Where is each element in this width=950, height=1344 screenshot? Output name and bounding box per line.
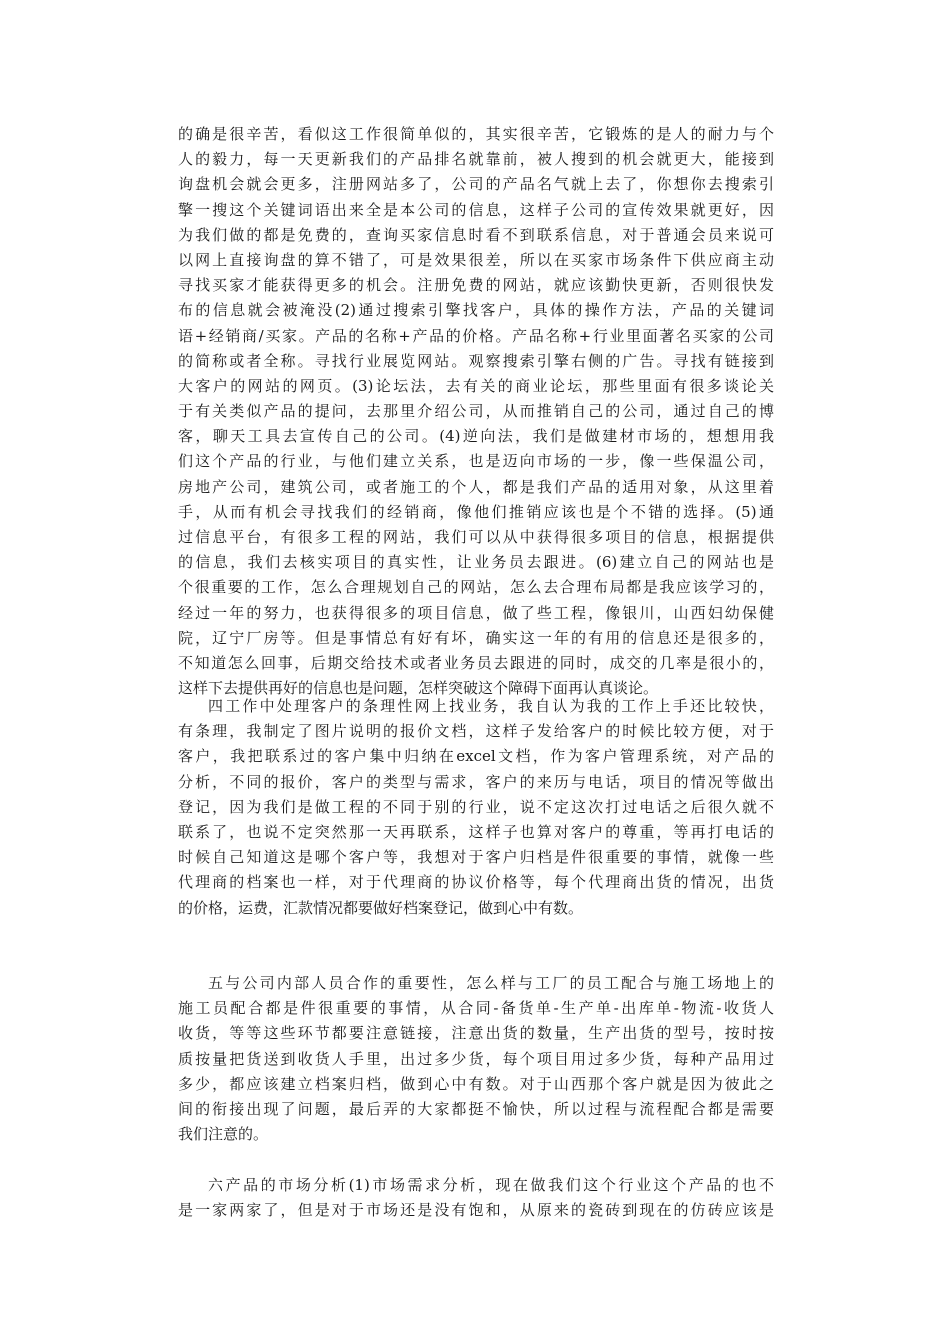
text-line: 这样下去提供再好的信息也是问题，怎样突破这个障碍下面再认真谈论。 [178, 679, 659, 698]
text-line: 多少，都应该建立档案归档，做到心中有数。对于山西那个客户就是因为彼此之 [178, 1074, 774, 1093]
text-line: 质按量把货送到收货人手里，出过多少货，每个项目用过多少货，每种产品用过 [178, 1049, 774, 1068]
text-line: 房地产公司，建筑公司，或者施工的个人，都是我们产品的适用对象，从这里着 [178, 477, 774, 496]
text-line: 代理商的档案也一样，对于代理商的协议价格等，每个代理商出货的情况，出货 [178, 873, 774, 892]
paragraph-market-analysis [178, 1173, 774, 1223]
text-line: 布的信息就会被淹没(2)通过搜索引擎找客户，具体的操作方法，产品的关键词 [178, 301, 774, 320]
text-line: 五与公司内部人员合作的重要性，怎么样与工厂的员工配合与施工场地上的 [208, 974, 774, 992]
text-line: 为我们做的都是免费的，查询买家信息时看不到联系信息，对于普通会员来说可 [178, 225, 774, 244]
text-line: 的信息，我们去核实项目的真实性，让业务员去跟进。(6)建立自己的网站也是 [178, 553, 774, 572]
paragraph-internal-cooperation [178, 971, 774, 1147]
text-line: 客户，我把联系过的客户集中归纳在excel文档，作为客户管理系统，对产品的 [178, 747, 774, 766]
text-line: 擎一搜这个关键词语出来全是本公司的信息，这样子公司的宣传效果就更好，因 [178, 200, 774, 219]
text-line: 我们注意的。 [178, 1125, 269, 1144]
text-line: 寻找买家才能获得更多的机会。注册免费的网站，就应该勤快更新，否则很快发 [178, 276, 774, 295]
text-line: 是一家两家了，但是对于市场还是没有饱和，从原来的瓷砖到现在的仿砖应该是 [178, 1201, 774, 1220]
paragraph-customer-organization [178, 694, 774, 921]
text-line: 时候自己知道这是哪个客户等，我想对于客户归档是件很重要的事情，就像一些 [178, 848, 774, 867]
text-line: 分析，不同的报价，客户的类型与需求，客户的来历与电话，项目的情况等做出 [178, 772, 774, 791]
text-line: 的简称或者全称。寻找行业展览网站。观察搜索引擎右侧的广告。寻找有链接到 [178, 351, 774, 370]
text-line: 有条理，我制定了图片说明的报价文档，这样子发给客户的时候比较方便，对于 [178, 722, 774, 741]
text-line: 的确是很辛苦，看似这工作很简单似的，其实很辛苦，它锻炼的是人的耐力与个 [178, 125, 774, 143]
text-line: 间的衔接出现了问题，最后弄的大家都挺不愉快，所以过程与流程配合都是需要 [178, 1099, 774, 1118]
text-line: 联系了，也说不定突然那一天再联系，这样子也算对客户的尊重，等再打电话的 [178, 822, 774, 841]
text-line: 的价格，运费，汇款情况都要做好档案登记，做到心中有数。 [178, 898, 584, 917]
text-line: 语+经销商/买家。产品的名称+产品的价格。产品名称+行业里面著名买家的公司 [178, 326, 774, 345]
text-line: 客，聊天工具去宣传自己的公司。(4)逆向法，我们是做建材市场的，想想用我 [178, 427, 774, 446]
text-line: 登记，因为我们是做工程的不同于别的行业，说不定这次打过电话之后很久就不 [178, 797, 774, 816]
text-line: 院，辽宁厂房等。但是事情总有好有坏，确实这一年的有用的信息还是很多的， [178, 628, 774, 647]
text-line: 询盘机会就会更多，注册网站多了，公司的产品名气就上去了，你想你去搜索引 [178, 175, 774, 194]
text-line: 过信息平台，有很多工程的网站，我们可以从中获得很多项目的信息，根据提供 [178, 528, 774, 546]
text-line: 大客户的网站的网页。(3)论坛法，去有关的商业论坛，那些里面有很多谈论关 [178, 376, 774, 395]
text-line: 经过一年的努力，也获得很多的项目信息，做了些工程，像银川，山西妇幼保健 [178, 603, 774, 622]
text-line: 以网上直接询盘的算不错了，可是效果很差，所以在买家市场条件下供应商主动 [178, 250, 774, 269]
text-line: 收货，等等这些环节都要注意链接，注意出货的数量，生产出货的型号，按时按 [178, 1024, 774, 1043]
text-line: 手，从而有机会寻找我们的经销商，像他们推销应该也是个不错的选择。(5)通 [178, 502, 774, 521]
text-line: 四工作中处理客户的条理性网上找业务，我自认为我的工作上手还比较快， [208, 697, 774, 715]
text-line: 不知道怎么回事，后期交给技术或者业务员去跟进的同时，成交的几率是很小的， [178, 653, 774, 672]
text-line: 们这个产品的行业，与他们建立关系，也是迈向市场的一步，像一些保温公司， [178, 452, 774, 471]
text-line: 个很重要的工作，怎么合理规划自己的网站，怎么去合理布局都是我应该学习的， [178, 578, 774, 597]
text-line: 施工员配合都是件很重要的事情，从合同-备货单-生产单-出库单-物流-收货人 [178, 999, 774, 1018]
paragraph-online-search [178, 122, 774, 701]
text-line: 人的毅力，每一天更新我们的产品排名就靠前，被人搜到的机会就更大，能接到 [178, 150, 774, 169]
text-line: 于有关类似产品的提问，去那里介绍公司，从而推销自己的公司，通过自己的博 [178, 402, 774, 421]
text-line: 六产品的市场分析(1)市场需求分析，现在做我们这个行业这个产品的也不 [208, 1176, 774, 1194]
